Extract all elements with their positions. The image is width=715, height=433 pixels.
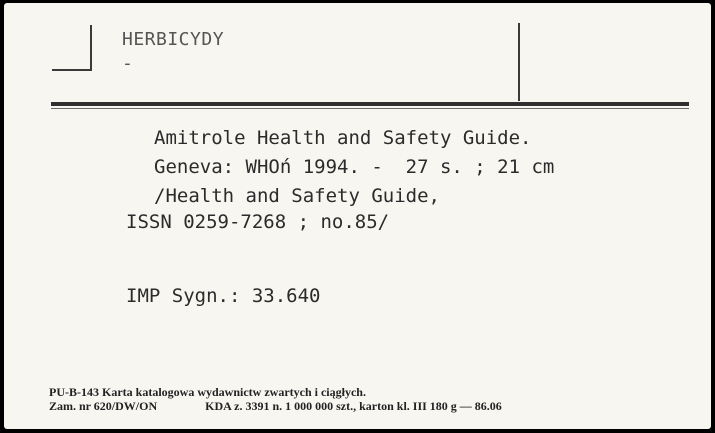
printed-footer-line2 [49, 399, 502, 414]
call-number: IMP Sygn.: 33.640 [126, 285, 321, 307]
header-rule-thin [51, 108, 689, 109]
printed-footer-line1: PU-B-143 Karta katalogowa wydawnictw zwartych i ciągłych. [49, 385, 366, 399]
imprint-line: Geneva: WHOń 1994. - 27 s. ; 21 cm [154, 156, 555, 178]
header-bracket-horizontal-line [52, 69, 92, 71]
issn-line: ISSN 0259-7268 ; no.85/ [126, 211, 390, 233]
order-number: Zam. nr 620/DW/ON [49, 399, 158, 413]
series-line: /Health and Safety Guide, [154, 185, 440, 207]
catalog-card [4, 3, 711, 429]
header-rule-thick [51, 102, 689, 106]
header-right-divider-line [518, 23, 520, 101]
title-line: Amitrole Health and Safety Guide. [154, 127, 532, 149]
header-bracket-vertical-line [90, 25, 92, 71]
subject-heading: HERBICYDY [122, 29, 225, 50]
subject-subheading: - [122, 53, 133, 74]
print-details: KDA z. 3391 n. 1 000 000 szt., karton kl. III 180 g — 86.06 [205, 399, 502, 413]
